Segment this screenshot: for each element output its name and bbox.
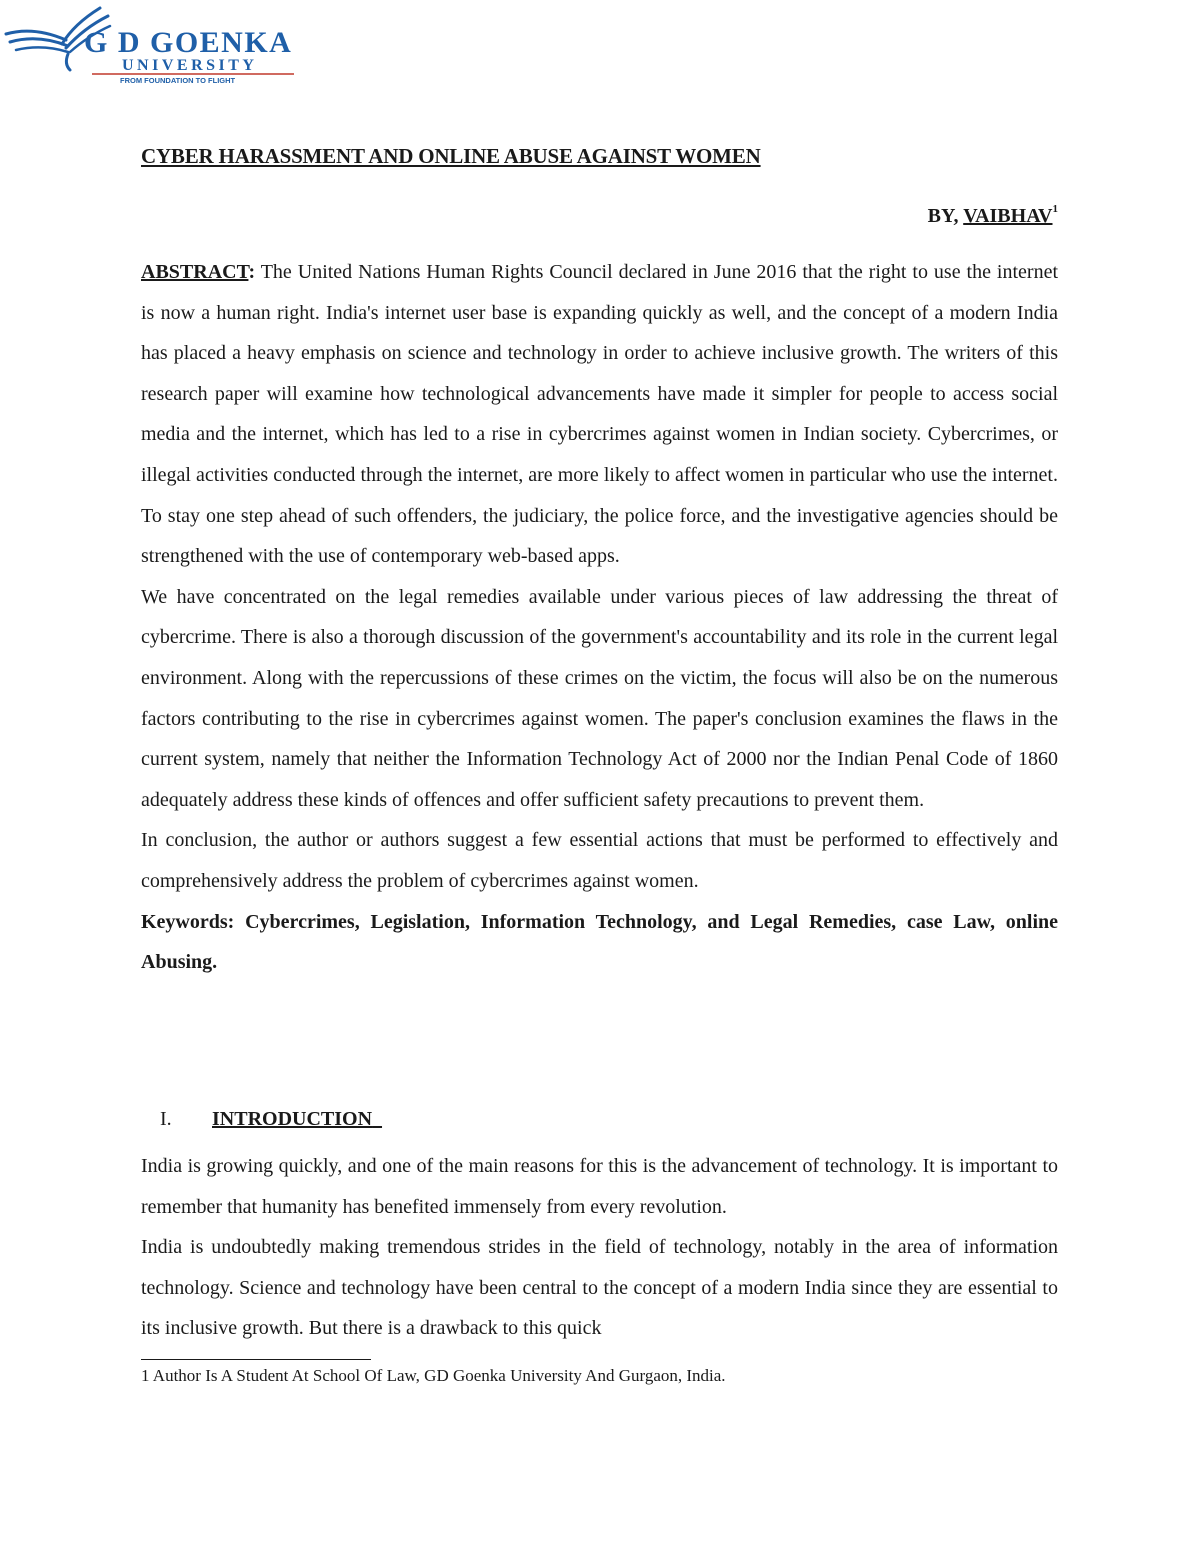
keywords: Keywords: Cybercrimes, Legislation, Information Technology, and Legal Remedies, case Law, online Abusing. [141,910,1058,974]
university-logo [4,4,304,84]
footnote: 1 Author Is A Student At School Of Law, GD Goenka University And Gurgaon, India. [141,1366,726,1385]
section-number: I. [160,1108,172,1130]
logo-name: G D GOENKA [84,26,293,59]
author-name: VAIBHAV [963,205,1053,227]
byline [928,205,1058,228]
abstract-text-1: The United Nations Human Rights Council declared in June 2016 that the right to use the internet is now a human right. India's internet user base is expanding quickly as well, and the concept of a modern India has placed a heavy emphasis on science and technology in order to achieve inclusive growth. The writers of this research paper will examine how technological advancements have made it simpler for people to access social media and the internet, which has led to a rise in cybercrimes against women in Indian society. Cybercrimes, or illegal activities conducted through the internet, are more likely to affect women in particular who use the internet. To stay one step ahead of such offenders, the judiciary, the police force, and the investigative agencies should be strengthened with the use of contemporary web-based apps. [141,261,1058,568]
section-title: INTRODUCTION [212,1108,373,1130]
section-heading-introduction [160,1108,382,1131]
abstract-section [141,252,1058,983]
abstract-colon: : [248,261,256,283]
document-title: CYBER HARASSMENT AND ONLINE ABUSE AGAINST WOMEN [141,144,761,168]
logo-university: UNIVERSITY [122,57,258,74]
introduction-paragraph-1: India is growing quickly, and one of the main reasons for this is the advancement of technology. It is important to remember that humanity has benefited immensely from every revolution. [141,1155,1058,1218]
introduction-paragraph-2: India is undoubtedly making tremendous strides in the field of technology, notably in the area of information technology. Science and technology have been central to the concept of a modern India since they are essential to its inclusive growth. But there is a drawback to this quick [141,1236,1058,1340]
footnote-reference: 1 [1052,203,1058,215]
abstract-label: ABSTRACT [141,261,249,283]
abstract-paragraph [141,252,1058,577]
logo-tagline: FROM FOUNDATION TO FLIGHT [120,76,236,84]
introduction-section [141,1146,1058,1349]
byline-prefix: BY, [927,205,964,227]
abstract-paragraph-3: In conclusion, the author or authors suggest a few essential actions that must be performed to effectively and comprehensively address the problem of cybercrimes against women. [141,829,1058,892]
footnote-separator [141,1359,371,1360]
abstract-paragraph-2: We have concentrated on the legal remedies available under various pieces of law addressing the threat of cybercrime. There is also a thorough discussion of the government's accountability and its role in the current legal environment. Along with the repercussions of these crimes on the victim, the focus will also be on the numerous factors contributing to the rise in cybercrimes against women. The paper's conclusion examines the flaws in the current system, namely that neither the Information Technology Act of 2000 nor the Indian Penal Code of 1860 adequately address these kinds of offences and offer sufficient safety precautions to prevent them. [141,585,1058,811]
